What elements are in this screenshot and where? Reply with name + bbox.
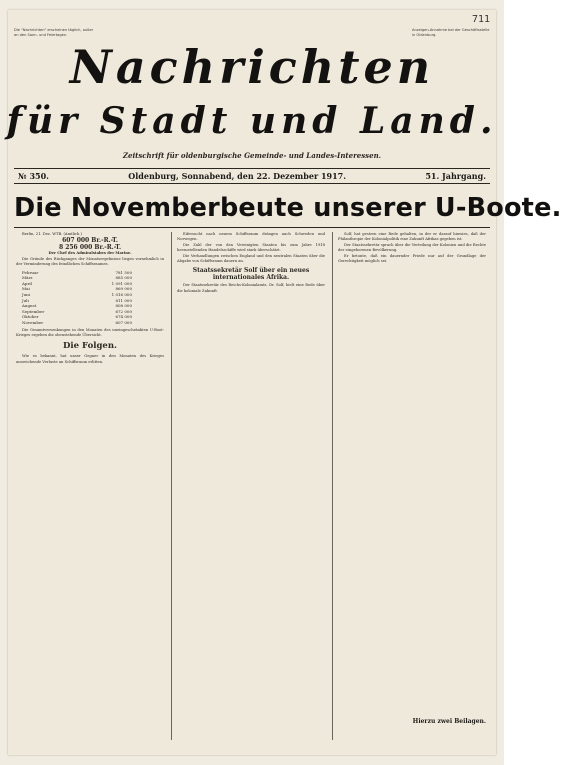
table-month: November [22,319,44,325]
column-2 [177,232,325,742]
col2-paragraph: Eifersucht nach neuem Schiffsraum drängen auch Schweden und Norwegen. [177,232,325,242]
col1-paragraph: Die Gründe des Rückganges der Monatsergebnisse liegen vornehmlich in der Verminderung des feindlichen Schiffsraumes. [16,256,164,267]
table-value: 607 000 [115,319,132,325]
table-month: Oktober [22,314,39,320]
masthead-subtitle: Zeitschrift für oldenburgische Gemeinde- und Landes-Interessen. [122,151,382,160]
col1-figure-1: 607 000 Br.-R.-T. [62,237,118,245]
issue-number: № 350. [18,171,49,181]
column-1 [16,232,164,742]
table-month: März [22,275,33,281]
table-value: 781 500 [115,269,132,275]
table-value: 869 000 [115,286,132,292]
column-3 [338,232,486,742]
col2-box-body: Der Staatssekretär des Reichs-Kolonialamts, Dr. Solf, hielt eine Rede über die koloniale Zukunft. [177,283,325,293]
col1-signoff: Der Chef des Admiralstabes der Marine. [48,251,132,256]
col1-paragraph: Wie es bekannt, hat unser Gegner in den Monaten des Krieges ausreichende Verluste an Schiffsraum erlitten. [16,354,164,364]
table-month: Juni [22,292,31,297]
volume: 51. Jahrgang. [425,171,486,181]
table-value: 672 000 [115,308,132,314]
col2-paragraph: Die Zahl der von den Vereinigten Staaten bis zum Jahre 1918 herzustellenden Handelsschiffe wird stark überschätzt. [177,242,325,253]
table-value: 674 000 [115,314,132,320]
page-number: 711 [471,14,490,25]
column-rule [332,232,333,740]
table-value: 808 000 [115,303,132,309]
sinking-table [22,270,164,326]
table-month: Mai [22,286,30,292]
table-value: 885 000 [115,275,132,281]
section-title: Die Folgen. [63,341,117,352]
headline: Die Novemberbeute unserer U-Boote. [14,193,561,223]
table-month: April [22,280,32,286]
ear-left: Die "Nachrichten" erscheinen täglich, außer an den Sonn- und Feiertagen. [14,28,94,38]
table-value: 1 016 000 [111,292,132,297]
table-month: Februar [22,269,39,275]
dateline [14,168,490,184]
masthead-line-2: für Stadt und Land. [6,100,498,142]
table-month: September [22,308,45,314]
table-value: 811 000 [115,297,132,303]
col2-box-title: Staatssekretär Solf über ein neues internationales Afrika. [192,267,310,282]
table-value: 1 091 000 [111,280,132,286]
column-rule [171,232,172,740]
col3-paragraph: Der Staatssekretär sprach über die Verteilung der Kolonien und die Rechte der eingeborenen Bevölkerung. [338,242,486,253]
supplement-note: Hierzu zwei Beilagen. [412,718,486,725]
table-month: August [22,303,37,309]
masthead-line-1: Nachrichten [69,40,435,94]
headline-rule [14,227,490,228]
table-month: Juli [22,297,29,303]
col2-paragraph: Die Verhandlungen zwischen England und den neutralen Staaten über die Abgabe von Schiffsraum dauern an. [177,253,325,264]
place-date: Oldenburg, Sonnabend, den 22. Dezember 1917. [128,171,347,181]
table-row [22,320,132,326]
col1-figure-2: 8 256 000 Br.-R.-T. [58,244,122,252]
col1-paragraph: Die Gesamtversenkungen in den Monaten des uneingeschränkten U-Boot-Krieges ergeben die obenstehende Übersicht. [16,327,164,337]
col3-paragraph: Solf, hat gestern eine Rede gehalten, in der er darauf hinwies, daß der Philanthropie der Kolonialpolitik eine Zukunft Afrikas gegeben ist. [338,232,486,242]
col3-paragraph: Er betonte, daß ein dauernder Friede nur auf der Grundlage der Gerechtigkeit möglich sei. [338,253,486,264]
col1-intro: Berlin, 21. Dez. WTB. (Amtlich.) [22,232,82,236]
ear-right: Anzeigen-Annahme bei der Geschäftsstelle in Oldenburg. [412,28,490,38]
